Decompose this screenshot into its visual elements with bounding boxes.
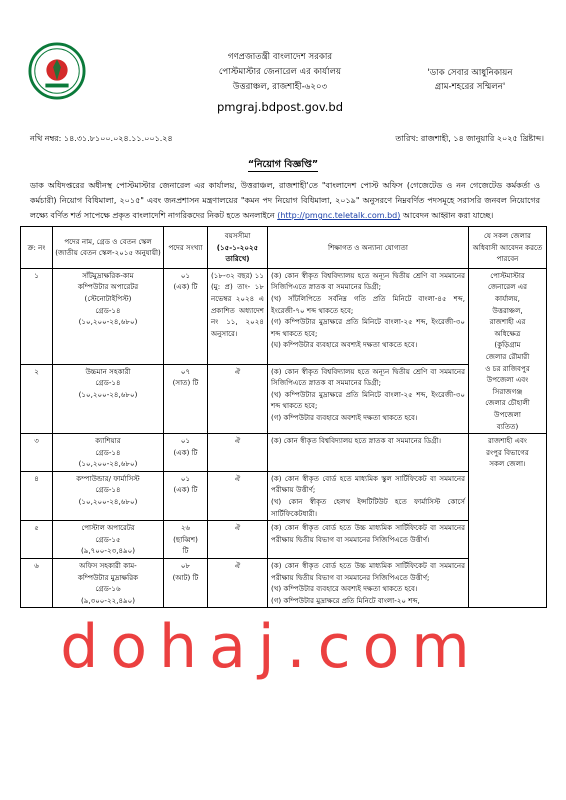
government-name: গণপ্রজাতন্ত্রী বাংলাদেশ সরকার xyxy=(227,52,333,62)
qualification-item: (ঘ) কম্পিউটার ব্যবহারে অবশ্যই দক্ষতা থাকতে হবে। xyxy=(271,340,418,350)
age-cell: (১৮-৩২ বছর) ১১ (মু: প্র) তাং- ১৮ নভেম্বর ২০২৪ এ প্রকাশিত অধ্যাদেশ নং ১১, ২০২৪ অনুসারে। xyxy=(208,268,268,364)
serial-cell: ১ xyxy=(21,268,53,364)
table-row xyxy=(21,471,547,520)
header-qualification: শিক্ষাগত ও অন্যান্য যোগ্যতা xyxy=(268,227,469,269)
post-cell xyxy=(53,521,164,559)
post-cell xyxy=(53,559,164,608)
post-line: উচ্চমান সহকারী xyxy=(85,366,131,376)
intro-text: ডাক অধিদপ্তরের অধীনস্থ পোস্টমাস্টার জেনারেল এর কার্যালয়, উত্তরাঞ্চল, রাজশাহী'তে "বাংলাদেশ পোস্ট অফিস (গেজেটেড ও নন গেজেটেড কর্মকর্তা ও কর্মচারী) নিয়োগ বিধিমালা, ২০১৫" এবং জনপ্রশাসন মন্ত্রণালয়ের "কমন পদ নিয়োগ বিধিমালা, ২০১৯" অনুসরণে নিম্নবর্ণিত পদসমূহে সরাসরি জনবল নিয়োগের লক্ষ্যে বর্ণিত শর্ত সাপেক্ষে প্রকৃত বাংলাদেশি নাগরিকদের নিকট হতে অনলাইনে xyxy=(30,181,540,220)
post-line: সাঁটমুদ্রাক্ষরিক-কাম xyxy=(82,270,134,280)
district-line: ব্যতিত) xyxy=(496,421,519,431)
office-website: pmgraj.bdpost.gov.bd xyxy=(216,100,344,114)
post-cell xyxy=(53,434,164,472)
post-line: গ্রেড-১৪ xyxy=(95,485,121,495)
count-line: ০৭ xyxy=(180,366,191,376)
post-line: গ্রেড-১৪ xyxy=(95,305,121,315)
qualification-cell xyxy=(268,364,469,433)
post-line: (১০,২০০-২৪,৬৮০) xyxy=(78,389,138,399)
count-cell xyxy=(164,364,208,433)
qualification-item: (ক) কোন স্বীকৃত বোর্ড হতে উচ্চ মাধ্যমিক সার্টিফিকেট বা সমমানের পরীক্ষায় দ্বিতীয় বিভাগ বা সমমানের সিজিপিএতে উত্তীর্ণ। xyxy=(271,523,465,544)
count-line: (ছাব্বিশ) xyxy=(173,534,198,544)
count-cell xyxy=(164,471,208,520)
header-age-date: (১৫-১-২০২৫ তারিখে) xyxy=(216,242,259,264)
office-address: উত্তরাঞ্চল, রাজশাহী-৬২০৩ xyxy=(232,82,328,92)
age-cell: ঐ xyxy=(208,471,268,520)
age-cell: ঐ xyxy=(208,559,268,608)
post-line: (১০,২০০-২৪,৬৮০) xyxy=(78,459,138,469)
district-line: সকল জেলা। xyxy=(489,459,526,469)
office-name: পোস্টমাস্টার জেনারেল এর কার্যালয় xyxy=(218,67,342,77)
count-line: ০১ xyxy=(180,270,191,280)
post-line: গ্রেড-১৪ xyxy=(95,447,121,457)
qualification-item: (ক) কোন স্বীকৃত বোর্ড হতে উচ্চ মাধ্যমিক সার্টিফিকেট বা সমমানের পরীক্ষায় দ্বিতীয় বিভাগ বা সমমানের সিজিপিএতে উত্তীর্ণ; xyxy=(271,561,465,582)
qualification-item: (ক) কোন স্বীকৃত বিশ্ববিদ্যালয় হতে স্নাতক বা সমমানের ডিগ্রী। xyxy=(271,436,442,446)
notice-date: তারিখ: রাজশাহী, ১৪ জানুয়ারি ২০২৫ খ্রিষ্টাব্দ। xyxy=(395,134,544,143)
slogan-line-1: 'ডাক সেবার আধুনিকায়ন xyxy=(427,68,513,78)
district-line: সিরাজগঞ্জ xyxy=(492,386,523,396)
serial-cell: ৫ xyxy=(21,521,53,559)
header-serial: ক্র: নং xyxy=(21,227,53,269)
table-row xyxy=(21,364,547,433)
watermark: dohaj.com xyxy=(60,612,482,682)
post-line: গ্রেড-১৬ xyxy=(95,584,121,594)
post-line: (১০,২০০-২৪,৬৮০) xyxy=(78,317,138,327)
slogan-line-2: গ্রাম-শহরের সম্মিলন' xyxy=(434,82,506,92)
application-link[interactable]: (http://pmgnc.teletalk.com.bd) xyxy=(277,211,401,220)
qualification-item: (গ) কম্পিউটার মুদ্রাক্ষরে প্রতি মিনিটে বাংলা-২০ শব্দ, xyxy=(271,595,420,605)
qualification-cell xyxy=(268,268,469,364)
qualification-item: (খ) কম্পিউটার মুদ্রাক্ষরে প্রতি মিনিটে বাংলা-২৫ শব্দ, ইংরেজী-৩০ শব্দ থাকতে হবে; xyxy=(271,389,465,411)
post-line: (৯,৩০০-২২,৪৯০) xyxy=(80,595,136,605)
header-post: পদের নাম, গ্রেড ও বেতন স্কেল (জাতীয় বেতন স্কেল-২০১৫ অনুযায়ী) xyxy=(53,227,164,269)
count-line: (সাত) টি xyxy=(172,378,199,388)
post-cell xyxy=(53,471,164,520)
table-row xyxy=(21,559,547,608)
serial-cell: ৬ xyxy=(21,559,53,608)
memo-number: নথি নম্বর: ১৪.৩১.৮১০০.০২৪.১১.০০১.২৪ xyxy=(30,134,173,143)
count-cell xyxy=(164,268,208,364)
post-line: গ্রেড-১৪ xyxy=(95,378,121,388)
government-seal-logo xyxy=(28,42,86,100)
count-line: টি xyxy=(182,546,189,556)
intro-paragraph xyxy=(30,178,540,223)
qualification-item: (গ) কম্পিউটার মুদ্রাক্ষরে প্রতি মিনিটে বাংলা-২৫ শব্দ, ইংরেজী-৩০ শব্দ থাকতে হবে; xyxy=(271,317,465,338)
post-line: গ্রেড-১৫ xyxy=(95,534,121,544)
post-line: (৯,৭০০-২৩,৪৯০) xyxy=(80,546,136,556)
notice-title xyxy=(0,158,566,173)
age-cell: ঐ xyxy=(208,364,268,433)
count-cell xyxy=(164,559,208,608)
count-cell xyxy=(164,521,208,559)
vacancy-table xyxy=(20,226,547,608)
post-cell xyxy=(53,268,164,364)
post-line: ক্যাশিয়ার xyxy=(95,436,121,446)
districts-cell xyxy=(469,434,547,608)
age-cell: ঐ xyxy=(208,521,268,559)
district-line: ও চর রাজিবপুর xyxy=(485,363,530,373)
serial-cell: ৩ xyxy=(21,434,53,472)
post-line: (১০,২০০-২৪,৬৮০) xyxy=(78,497,138,507)
district-line: উত্তরাঞ্চল, xyxy=(492,305,523,315)
header-districts: যে সকল জেলার অধিবাসী আবেদন করতে পারবেন xyxy=(469,227,547,269)
district-line: রংপুর বিভাগের xyxy=(486,447,529,457)
header-count: পদের সংখ্যা xyxy=(164,227,208,269)
post-line: কম্পিউটার অপারেটর xyxy=(77,282,139,292)
post-cell xyxy=(53,364,164,433)
district-line: উপজেলা xyxy=(494,409,521,419)
districts-cell xyxy=(469,268,547,433)
intro-tail: আবেদন আহ্বান করা যাচ্ছে। xyxy=(400,211,494,220)
header-age-title: বয়সসীমা xyxy=(224,231,251,240)
district-line: জেনারেল এর xyxy=(487,282,528,292)
table-row xyxy=(21,268,547,364)
district-line: জেলার চৌহালী xyxy=(485,398,530,408)
post-line: কম্পাউন্ডার/ ফার্মাসিস্ট xyxy=(76,473,140,483)
count-line: ০১ xyxy=(180,473,191,483)
district-line: অধিক্ষেত্র xyxy=(494,328,521,338)
count-line: ০৮ xyxy=(180,561,191,571)
office-header xyxy=(180,50,380,115)
count-line: (এক) টি xyxy=(173,447,198,457)
qualification-cell xyxy=(268,559,469,608)
district-line: জেলার রৌমারী xyxy=(485,351,530,361)
count-cell xyxy=(164,434,208,472)
table-row xyxy=(21,434,547,472)
district-line: (কুড়িগ্রাম xyxy=(494,340,521,350)
header-age xyxy=(208,227,268,269)
post-line: পোস্টাল অপারেটর xyxy=(81,523,135,533)
district-line: রাজশাহী এবং xyxy=(488,436,527,446)
count-line: (এক) টি xyxy=(173,282,198,292)
count-line: (আট) টি xyxy=(172,572,199,582)
district-line: রাজশাহী এর xyxy=(489,317,526,327)
count-line: (এক) টি xyxy=(173,485,198,495)
age-cell: ঐ xyxy=(208,434,268,472)
district-line: কার্যালয়, xyxy=(495,293,520,303)
qualification-item: (গ) কম্পিউটার ব্যবহারে অবশ্যই দক্ষতা থাকতে হবে। xyxy=(271,413,418,423)
post-line: কম্পিউটার মুদ্রাক্ষরিক xyxy=(77,572,139,582)
count-line: ২৬ xyxy=(180,523,191,533)
qualification-item: (খ) সাঁটলিপিতে সর্বনিম্ন গতি প্রতি মিনিটে বাংলা-৪৫ শব্দ, ইংরেজী-৭০ শব্দ থাকতে হবে; xyxy=(271,293,465,315)
qualification-cell xyxy=(268,521,469,559)
qualification-cell xyxy=(268,434,469,472)
notice-title-text: “নিয়োগ বিজ্ঞপ্তি” xyxy=(247,159,319,170)
count-line: ০১ xyxy=(180,436,191,446)
qualification-item: (ক) কোন স্বীকৃত বিশ্ববিদ্যালয় হতে অন্যূন দ্বিতীয় শ্রেণি বা সমমানের সিজিপিএতে স্নাতক বা সমমানের ডিগ্রী; xyxy=(271,366,465,388)
qualification-item: (খ) কোন স্বীকৃত হেলথ ইন্সটিটিউট হতে ফার্মাসিস্ট কোর্সে সার্টিফিকেটধারী। xyxy=(271,497,465,518)
serial-cell: ২ xyxy=(21,364,53,433)
post-line: (স্টেনোটাইপিস্ট) xyxy=(84,293,132,303)
qualification-item: (ক) কোন স্বীকৃত বিশ্ববিদ্যালয় হতে অন্যূন দ্বিতীয় শ্রেণি বা সমমানের সিজিপিএতে স্নাতক বা সমমানের ডিগ্রী; xyxy=(271,270,465,292)
serial-cell: ৪ xyxy=(21,471,53,520)
district-line: উপজেলা এবং xyxy=(486,375,529,385)
qualification-cell xyxy=(268,471,469,520)
slogan xyxy=(395,66,545,94)
district-line: পোস্টমাস্টার xyxy=(490,270,525,280)
qualification-item: (খ) কম্পিউটার ব্যবহারে অবশ্যই দক্ষতা থাকতে হবে। xyxy=(271,584,418,594)
qualification-item: (ক) কোন স্বীকৃত বোর্ড হতে মাধ্যমিক স্কুল সার্টিফিকেট বা সমমানের পরীক্ষায় উত্তীর্ণ; xyxy=(271,473,465,495)
table-header-row xyxy=(21,227,547,269)
post-line: অফিস সহকারী কাম- xyxy=(79,561,137,571)
table-row xyxy=(21,521,547,559)
